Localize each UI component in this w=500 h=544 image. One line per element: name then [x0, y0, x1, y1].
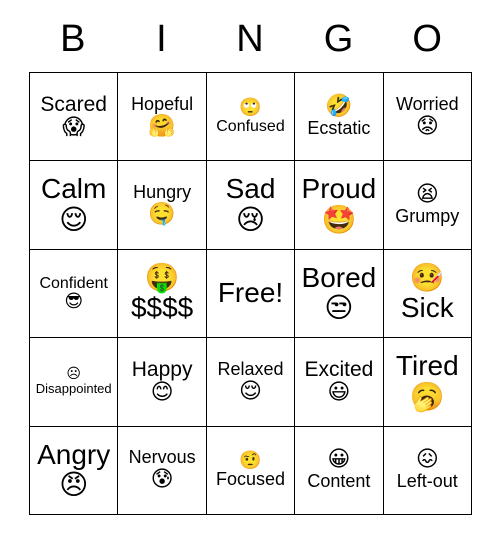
- emoji-icon: 🤩: [321, 203, 357, 237]
- cell-label: Tired: [395, 350, 459, 382]
- bingo-cell[interactable]: [295, 250, 383, 338]
- emoji-icon: 🤨: [239, 449, 262, 471]
- cell-label: Confused: [216, 117, 285, 135]
- emoji-icon: 😱: [62, 115, 86, 141]
- cell-label: Left-out: [396, 471, 458, 492]
- bingo-grid: [29, 72, 472, 515]
- emoji-icon: 🤣: [325, 93, 353, 119]
- emoji-icon: 🥱: [409, 379, 445, 413]
- bingo-cell[interactable]: [30, 73, 118, 161]
- emoji-icon: 😃: [327, 380, 351, 406]
- emoji-icon: 😠: [59, 468, 89, 502]
- cell-label: Sad: [225, 173, 276, 205]
- header-letter-g: G: [323, 17, 355, 60]
- cell-label: Content: [307, 471, 371, 492]
- cell-label: Hopeful: [131, 93, 194, 114]
- bingo-cell[interactable]: [207, 338, 295, 426]
- bingo-cell[interactable]: [295, 161, 383, 249]
- header-letter-n: N: [236, 17, 265, 60]
- cell-label: Ecstatic: [307, 117, 371, 138]
- bingo-header: [29, 0, 472, 72]
- emoji-icon: 😫: [415, 182, 439, 208]
- bingo-cell[interactable]: [384, 73, 472, 161]
- emoji-icon: 😊: [150, 380, 174, 406]
- cell-label: Focused: [215, 469, 286, 490]
- bingo-cell[interactable]: [384, 161, 472, 249]
- bingo-cell[interactable]: [295, 338, 383, 426]
- bingo-cell[interactable]: [30, 250, 118, 338]
- bingo-cell[interactable]: [118, 161, 206, 249]
- cell-label: Free!: [217, 277, 284, 309]
- header-letter-b: B: [60, 17, 87, 60]
- bingo-cell[interactable]: [30, 338, 118, 426]
- cell-label: Excited: [304, 358, 374, 382]
- emoji-icon: 🤗: [148, 113, 176, 139]
- emoji-icon: 🤑: [144, 260, 180, 294]
- emoji-icon: 😖: [415, 447, 439, 473]
- bingo-cell[interactable]: [118, 427, 206, 515]
- cell-label: Proud: [301, 173, 377, 205]
- emoji-icon: 😒: [324, 291, 354, 325]
- cell-label: Worried: [395, 93, 459, 114]
- bingo-cell[interactable]: [207, 73, 295, 161]
- cell-label: Hungry: [133, 182, 192, 203]
- cell-label: Angry: [37, 438, 111, 470]
- emoji-icon: 😟: [415, 113, 439, 139]
- bingo-cell[interactable]: [30, 427, 118, 515]
- header-letter-o: O: [412, 17, 443, 60]
- bingo-cell[interactable]: [207, 427, 295, 515]
- cell-label: Scared: [40, 93, 107, 117]
- cell-label: Nervous: [128, 447, 196, 468]
- cell-label: Disappointed: [35, 381, 112, 397]
- emoji-icon: 😌: [59, 203, 89, 237]
- cell-label: Confident: [39, 274, 108, 292]
- emoji-icon: 🤤: [148, 201, 176, 227]
- bingo-cell[interactable]: [384, 250, 472, 338]
- header-letter-i: I: [156, 17, 168, 60]
- cell-label: Calm: [41, 173, 107, 205]
- emoji-icon: 😢: [235, 203, 266, 237]
- bingo-cell[interactable]: [118, 338, 206, 426]
- bingo-cell[interactable]: [207, 250, 295, 338]
- cell-label: Bored: [301, 261, 377, 293]
- bingo-cell[interactable]: [207, 161, 295, 249]
- cell-label: Sick: [400, 292, 454, 324]
- emoji-icon: 😀: [327, 447, 351, 473]
- bingo-cell[interactable]: [295, 73, 383, 161]
- bingo-cell[interactable]: [384, 427, 472, 515]
- emoji-icon: 🤒: [409, 260, 445, 294]
- cell-label: $$$$: [130, 292, 194, 324]
- bingo-cell[interactable]: [118, 250, 206, 338]
- cell-label: Grumpy: [395, 206, 460, 227]
- bingo-cell[interactable]: [30, 161, 118, 249]
- cell-label: Happy: [131, 358, 193, 382]
- emoji-icon: 😰: [150, 467, 174, 493]
- cell-label: Relaxed: [217, 358, 284, 379]
- emoji-icon: ☹: [66, 366, 81, 383]
- bingo-cell[interactable]: [384, 338, 472, 426]
- emoji-icon: 😎: [64, 291, 84, 313]
- emoji-icon: 🙄: [239, 97, 262, 118]
- emoji-icon: 😌: [239, 378, 262, 404]
- bingo-cell[interactable]: [118, 73, 206, 161]
- bingo-cell[interactable]: [295, 427, 383, 515]
